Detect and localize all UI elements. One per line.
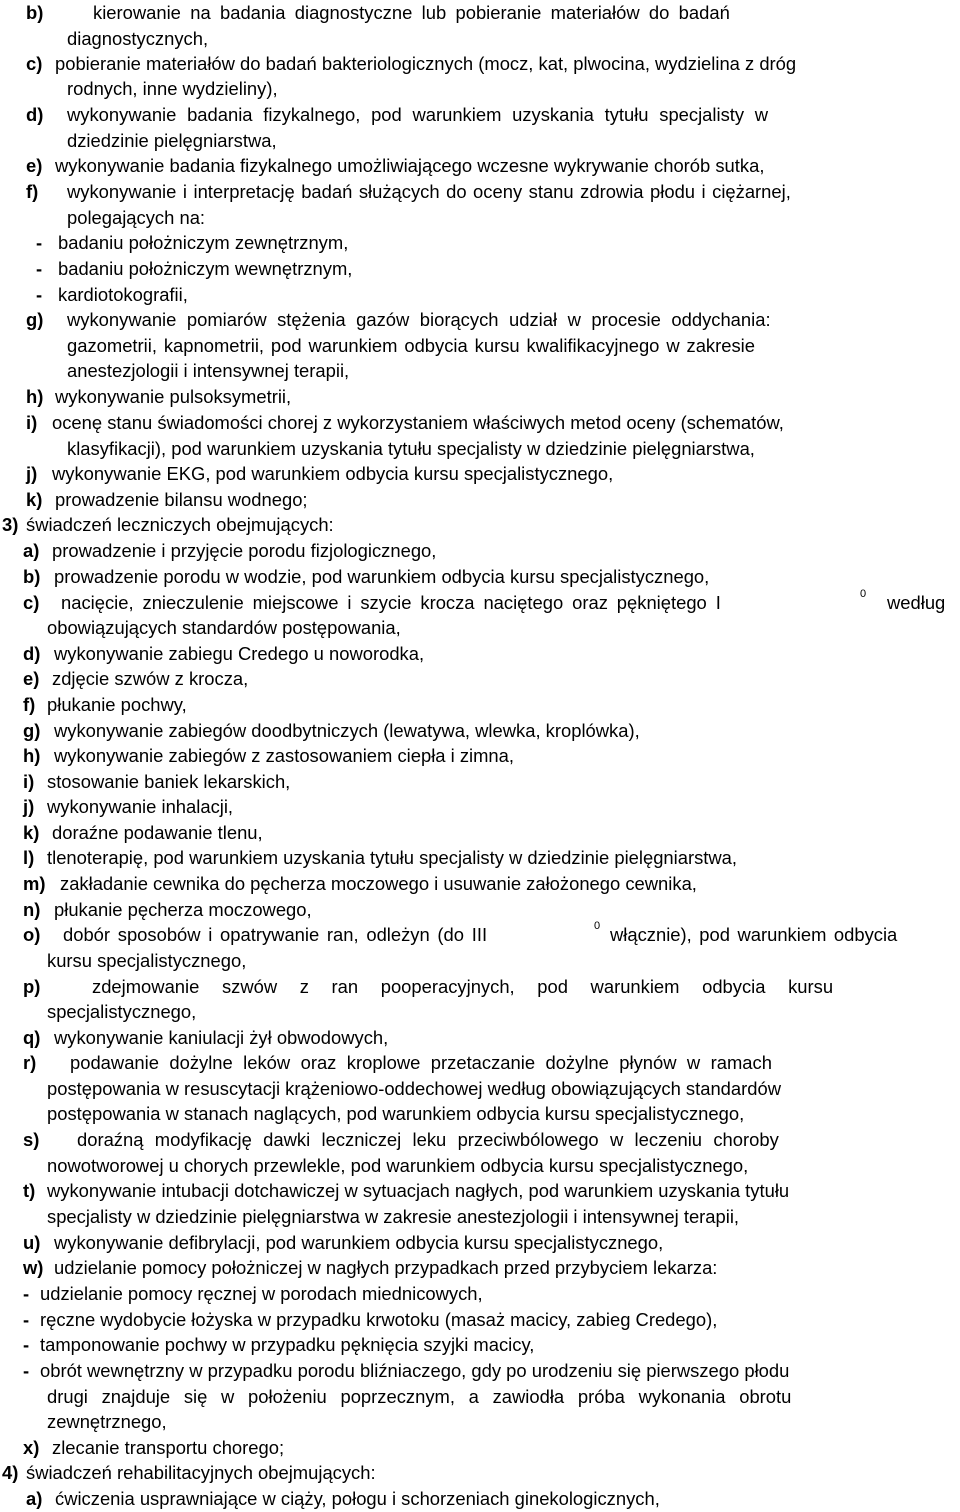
list-item-text: zlecanie transportu chorego; [52, 1437, 285, 1458]
dash-marker: - [23, 1360, 30, 1381]
list-item-text: włącznie), pod warunkiem odbycia [610, 924, 898, 945]
list-item-marker: s) [23, 1129, 40, 1150]
list-item-text: badaniu położniczym zewnętrznym, [58, 232, 349, 253]
list-item-text: dziedzinie pielęgniarstwa, [67, 130, 277, 151]
list-item-marker: b) [23, 566, 41, 587]
dash-marker: - [23, 1334, 30, 1355]
list-item-text: obrót wewnętrzny w przypadku porodu bliźniaczego, gdy po urodzeniu się pierwszego płodu [40, 1360, 790, 1381]
list-item-text: stosowanie baniek lekarskich, [47, 771, 291, 792]
list-item-marker: d) [23, 643, 41, 664]
list-item-text: ręczne wydobycie łożyska w przypadku krwotoku (masaż macicy, zabieg Credego), [40, 1309, 718, 1330]
list-item-text: płukanie pochwy, [47, 694, 187, 715]
list-item-text: zewnętrznego, [47, 1411, 167, 1432]
list-item-marker: f) [23, 694, 36, 715]
list-item-text: diagnostycznych, [67, 28, 209, 49]
list-item-marker: p) [23, 976, 41, 997]
list-item-marker: h) [26, 386, 44, 407]
section-marker: 3) [2, 514, 19, 535]
list-item-marker: r) [23, 1052, 37, 1073]
list-item-text: wykonywanie zabiegu Credego u noworodka, [54, 643, 425, 664]
list-item-text: według [887, 592, 946, 613]
list-item-text: wykonywanie badania fizykalnego umożliwiającego wczesne wykrywanie chorób sutka, [55, 155, 765, 176]
list-item-marker: e) [23, 668, 40, 689]
list-item-text: doraźne podawanie tlenu, [52, 822, 263, 843]
list-item-marker: t) [23, 1180, 36, 1201]
list-item-text: kursu specjalistycznego, [47, 950, 247, 971]
list-item-text: postępowania w stanach naglących, pod warunkiem odbycia kursu specjalistycznego, [47, 1103, 745, 1124]
list-item-text: wykonywanie i interpretację badań służących do oceny stanu zdrowia płodu i ciężarnej, [67, 181, 791, 202]
list-item-text: nowotworowej u chorych przewlekle, pod warunkiem odbycia kursu specjalistycznego, [47, 1155, 749, 1176]
list-item-text: doraźną modyfikację dawki leczniczej leku przeciwbólowego w leczeniu choroby [77, 1129, 779, 1150]
list-item-text: podawanie dożylne leków oraz kroplowe przetaczanie dożylne płynów w ramach [70, 1052, 772, 1073]
list-item-marker: e) [26, 155, 43, 176]
list-item-marker: i) [23, 771, 35, 792]
list-item-text: wykonywanie inhalacji, [47, 796, 234, 817]
list-item-text: wykonywanie defibrylacji, pod warunkiem odbycia kursu specjalistycznego, [54, 1232, 664, 1253]
list-item-text: wykonywanie intubacji dotchawiczej w sytuacjach nagłych, pod warunkiem uzyskania tytułu [47, 1180, 790, 1201]
list-item-marker: i) [26, 412, 38, 433]
list-item-marker: c) [23, 592, 40, 613]
section-heading: świadczeń leczniczych obejmujących: [26, 514, 334, 535]
list-item-text: wykonywanie zabiegów z zastosowaniem ciepła i zimna, [54, 745, 514, 766]
list-item-text: gazometrii, kapnometrii, pod warunkiem odbycia kursu kwalifikacyjnego w zakresie [67, 335, 755, 356]
list-item-text: wykonywanie pomiarów stężenia gazów biorących udział w procesie oddychania: [67, 309, 771, 330]
superscript: 0 [594, 920, 601, 932]
list-item-text: postępowania w resuscytacji krążeniowo-oddechowej według obowiązujących standardów [47, 1078, 781, 1099]
list-item-marker: k) [26, 489, 43, 510]
list-item-marker: f) [26, 181, 39, 202]
list-item-text: drugi znajduje się w położeniu poprzecznym, a zawiodła próba wykonania obrotu [47, 1386, 792, 1407]
list-item-marker: j) [26, 463, 38, 484]
list-item-text: klasyfikacji), pod warunkiem uzyskania tytułu specjalisty w dziedzinie pielęgniarstwa, [67, 438, 755, 459]
list-item-text: polegających na: [67, 207, 206, 228]
list-item-text: badaniu położniczym wewnętrznym, [58, 258, 353, 279]
list-item-marker: g) [26, 309, 44, 330]
list-item-text: pobieranie materiałów do badań bakteriologicznych (mocz, kat, plwocina, wydzielina z dróg [55, 53, 797, 74]
list-item-marker: a) [26, 1488, 43, 1509]
list-item-text: kardiotokografii, [58, 284, 188, 305]
list-item-marker: m) [23, 873, 46, 894]
list-item-text: zdejmowanie szwów z ran pooperacyjnych, pod warunkiem odbycia kursu [92, 976, 834, 997]
list-item-marker: j) [23, 796, 35, 817]
list-item-text: rodnych, inne wydzieliny), [67, 78, 278, 99]
list-item-marker: l) [23, 847, 35, 868]
section-marker: 4) [2, 1462, 19, 1483]
list-item-marker: q) [23, 1027, 41, 1048]
list-item-text: wykonywanie zabiegów doodbytniczych (lewatywa, wlewka, kroplówka), [54, 720, 640, 741]
list-item-text: ćwiczenia usprawniające w ciąży, połogu i schorzeniach ginekologicznych, [55, 1488, 660, 1509]
list-item-text: specjalisty w dziedzinie pielęgniarstwa w zakresie anestezjologii i intensywnej terapii, [47, 1206, 740, 1227]
section-heading: świadczeń rehabilitacyjnych obejmujących: [26, 1462, 376, 1483]
list-item-text: specjalistycznego, [47, 1001, 197, 1022]
dash-marker: - [23, 1283, 30, 1304]
list-item-marker: h) [23, 745, 41, 766]
list-item-marker: a) [23, 540, 40, 561]
dash-marker: - [23, 1309, 30, 1330]
list-item-text: kierowanie na badania diagnostyczne lub pobieranie materiałów do badań [93, 2, 730, 23]
list-item-text: ocenę stanu świadomości chorej z wykorzystaniem właściwych metod oceny (schematów, [52, 412, 784, 433]
list-item-text: anestezjologii i intensywnej terapii, [67, 360, 350, 381]
list-item-marker: g) [23, 720, 41, 741]
list-item-text: nacięcie, znieczulenie miejscowe i szycie krocza naciętego oraz pękniętego I [61, 592, 721, 613]
list-item-text: udzielanie pomocy położniczej w nagłych przypadkach przed przybyciem lekarza: [54, 1257, 718, 1278]
list-item-marker: k) [23, 822, 40, 843]
dash-marker: - [36, 258, 43, 279]
list-item-text: udzielanie pomocy ręcznej w porodach miednicowych, [40, 1283, 483, 1304]
list-item-marker: x) [23, 1437, 40, 1458]
list-item-marker: c) [26, 53, 43, 74]
list-item-marker: b) [26, 2, 44, 23]
list-item-text: wykonywanie EKG, pod warunkiem odbycia kursu specjalistycznego, [52, 463, 614, 484]
list-item-text: prowadzenie bilansu wodnego; [55, 489, 308, 510]
list-item-text: prowadzenie i przyjęcie porodu fizjologicznego, [52, 540, 437, 561]
list-item-marker: u) [23, 1232, 41, 1253]
list-item-marker: d) [26, 104, 44, 125]
dash-marker: - [36, 232, 43, 253]
list-item-text: dobór sposobów i opatrywanie ran, odleżyn (do III [63, 924, 488, 945]
list-item-text: wykonywanie pulsoksymetrii, [55, 386, 292, 407]
list-item-text: tamponowanie pochwy w przypadku pęknięcia szyjki macicy, [40, 1334, 535, 1355]
list-item-marker: n) [23, 899, 41, 920]
superscript: 0 [860, 588, 867, 600]
list-item-text: zdjęcie szwów z krocza, [52, 668, 249, 689]
list-item-text: wykonywanie badania fizykalnego, pod warunkiem uzyskania tytułu specjalisty w [67, 104, 769, 125]
list-item-marker: w) [23, 1257, 44, 1278]
dash-marker: - [36, 284, 43, 305]
list-item-text: tlenoterapię, pod warunkiem uzyskania tytułu specjalisty w dziedzinie pielęgniarstwa, [47, 847, 738, 868]
list-item-text: wykonywanie kaniulacji żył obwodowych, [54, 1027, 389, 1048]
list-item-text: obowiązujących standardów postępowania, [47, 617, 401, 638]
list-item-text: prowadzenie porodu w wodzie, pod warunkiem odbycia kursu specjalistycznego, [54, 566, 710, 587]
list-item-text: zakładanie cewnika do pęcherza moczowego i usuwanie założonego cewnika, [60, 873, 697, 894]
list-item-marker: o) [23, 924, 41, 945]
list-item-text: płukanie pęcherza moczowego, [54, 899, 312, 920]
